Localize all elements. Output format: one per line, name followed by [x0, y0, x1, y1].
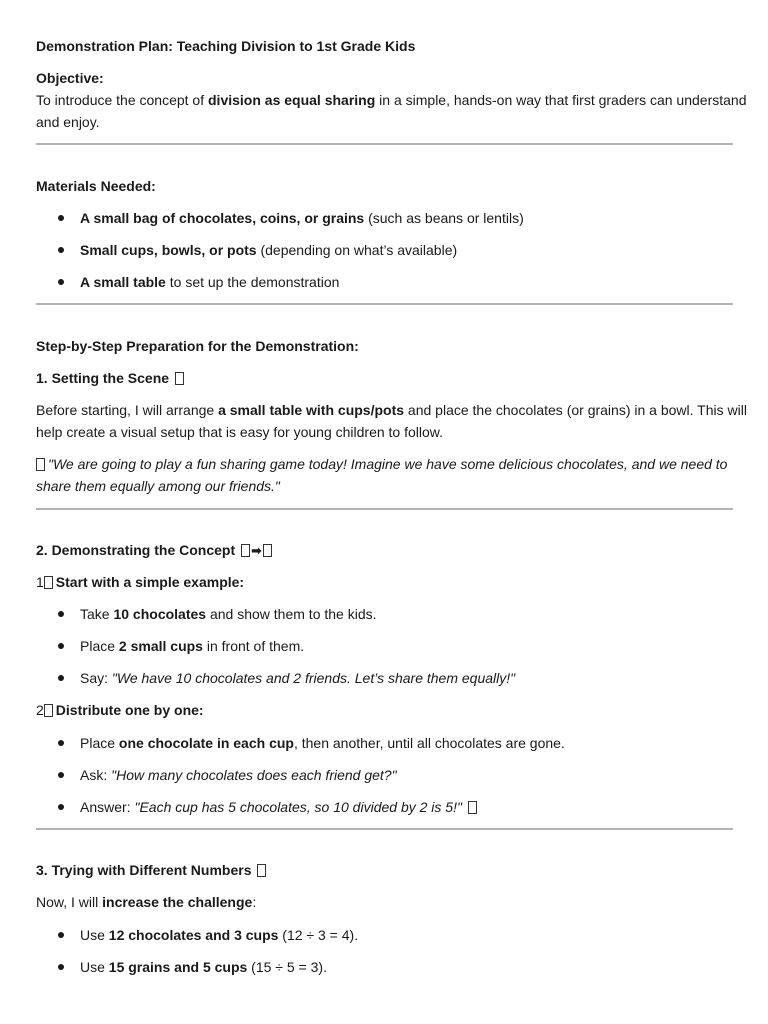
step2-item: Ask: "How many chocolates does each friend get?": [80, 767, 397, 783]
step2-item: Answer: "Each cup has 5 chocolates, so 10 divided by 2 is 5!": [80, 796, 732, 818]
materials-item: A small table to set up the demonstration: [80, 274, 340, 290]
step2-substep-1: 1 Start with a simple example:: [36, 574, 245, 590]
missing-glyph-icon: [241, 544, 250, 557]
bullet: [58, 804, 64, 810]
bullet: [58, 772, 64, 778]
step1-heading: 1. Setting the Scene: [36, 367, 732, 389]
bullet: [58, 932, 64, 938]
step2-heading: 2. Demonstrating the Concept ➡: [36, 539, 732, 562]
missing-glyph-icon: [44, 704, 53, 717]
divider: [36, 303, 733, 305]
missing-glyph-icon: [257, 864, 266, 877]
step3-item: Use 12 chocolates and 3 cups (12 ÷ 3 = 4).: [80, 927, 359, 943]
step1-paragraph-line-2: help create a visual setup that is easy for young children to follow.: [36, 424, 444, 440]
bullet: [58, 964, 64, 970]
step3-heading: 3. Trying with Different Numbers: [36, 859, 732, 881]
missing-glyph-icon: [36, 458, 45, 471]
step2-substep-2: 2 Distribute one by one:: [36, 702, 204, 718]
bullet: [58, 279, 64, 285]
missing-glyph-icon: [263, 544, 272, 557]
bullet: [58, 247, 64, 253]
missing-glyph-icon: [44, 576, 53, 589]
materials-heading: Materials Needed:: [36, 178, 156, 194]
missing-glyph-icon: [175, 372, 184, 385]
step2-item: Place 2 small cups in front of them.: [80, 638, 305, 654]
missing-glyph-icon: [468, 801, 477, 814]
step3-item: Use 15 grains and 5 cups (15 ÷ 5 = 3).: [80, 959, 327, 975]
bullet: [58, 611, 64, 617]
right-arrow-icon: ➡: [251, 543, 262, 558]
step1-paragraph-line-1: Before starting, I will arrange a small table with cups/pots and place the chocolates (or grains) in a bowl. This will: [36, 402, 747, 418]
step2-item: Place one chocolate in each cup, then another, until all chocolates are gone.: [80, 735, 565, 751]
divider: [36, 828, 733, 830]
step1-quote-line-1: "We are going to play a fun sharing game today! Imagine we have some delicious chocolates, and we need to: [36, 453, 732, 475]
prep-heading: Step-by-Step Preparation for the Demonstration:: [36, 338, 359, 354]
divider: [36, 508, 733, 510]
step2-item: Take 10 chocolates and show them to the kids.: [80, 606, 377, 622]
materials-item: Small cups, bowls, or pots (depending on what’s available): [80, 242, 458, 258]
divider: [36, 143, 733, 145]
step3-intro: Now, I will increase the challenge:: [36, 894, 257, 910]
bullet: [58, 740, 64, 746]
step2-item: Say: "We have 10 chocolates and 2 friends. Let’s share them equally!": [80, 670, 516, 686]
objective-label: Objective:: [36, 70, 104, 86]
materials-item: A small bag of chocolates, coins, or grains (such as beans or lentils): [80, 210, 524, 226]
step1-quote-line-2: share them equally among our friends.": [36, 478, 280, 494]
page-title: Demonstration Plan: Teaching Division to 1st Grade Kids: [36, 38, 416, 54]
bullet: [58, 643, 64, 649]
bullet: [58, 215, 64, 221]
objective-line-1: To introduce the concept of division as equal sharing in a simple, hands-on way that first graders can understand: [36, 92, 747, 108]
bullet: [58, 675, 64, 681]
objective-line-2: and enjoy.: [36, 114, 100, 130]
